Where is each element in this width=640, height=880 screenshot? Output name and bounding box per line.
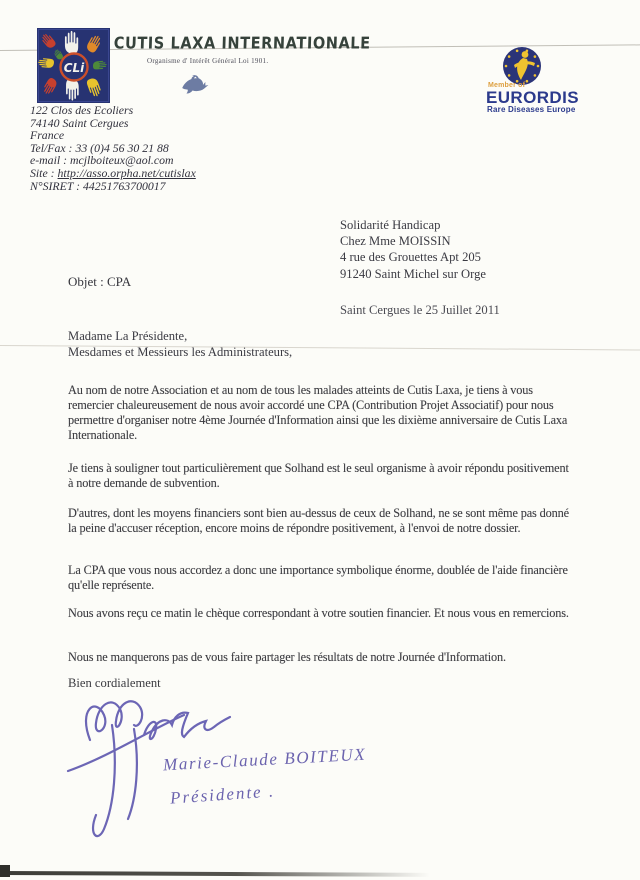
scan-bottom-edge: [0, 871, 430, 877]
dolphin-icon: [181, 73, 209, 97]
body-paragraph: La CPA que vous nous accordez a donc une importance symbolique énorme, doublée de l'aide financière qu'elle représente.: [68, 563, 568, 593]
scan-corner-mark: [0, 865, 10, 877]
siret-label: N°SIRET :: [30, 178, 83, 193]
address-city: 74140 Saint Cergues: [30, 115, 129, 130]
recipient-block: [340, 217, 486, 282]
site-url: http://asso.orpha.net/cutislax: [57, 165, 196, 180]
eurordis-name: EURORDIS: [486, 88, 579, 107]
cli-monogram: CLi: [63, 61, 85, 75]
signature-name: Marie-Claude BOITEUX: [162, 744, 367, 775]
email-value: mcjlboiteux@aol.com: [69, 153, 174, 168]
telfax-value: 33 (0)4 56 30 21 88: [75, 140, 169, 155]
recipient-line: Solidarité Handicap: [340, 218, 441, 232]
eurordis-tagline: Rare Diseases Europe: [487, 105, 576, 114]
recipient-line: 4 rue des Grouettes Apt 205: [340, 250, 481, 265]
dateline: Saint Cergues le 25 Juillet 2011: [340, 303, 500, 317]
body-paragraph: Nous avons reçu ce matin le chèque correspondant à votre soutien financier. Et nous vous en remercions.: [68, 606, 569, 620]
signature-block: [60, 695, 420, 855]
salutation-line: Mesdames et Messieurs les Administrateurs,: [68, 344, 293, 359]
telfax-label: Tel/Fax :: [30, 140, 76, 155]
address-country: France: [30, 128, 65, 143]
recipient-line: Chez Mme MOISSIN: [340, 234, 451, 249]
closing-line: Bien cordialement: [68, 676, 161, 690]
body-paragraph: Nous ne manquerons pas de vous faire partager les résultats de notre Journée d'Information.: [68, 650, 506, 664]
salutation-block: [68, 329, 292, 360]
eurordis-circle-icon: [502, 46, 542, 86]
body-paragraph: D'autres, dont les moyens financiers sont bien au-dessus de ceux de Solhand, ne se sont même pas donné la peine d'accuser réception, encore moins de répondre positivement, à l'envoi de notre dossier.: [68, 506, 569, 536]
address-siret: [30, 180, 196, 193]
siret-value: 44251763700017: [83, 178, 166, 193]
signature-title: Présidente .: [169, 781, 276, 808]
org-name: CUTIS LAXA INTERNATIONALE: [113, 35, 371, 53]
body-paragraph: Je tiens à souligner tout particulièrement que Solhand est le seul organisme à avoir répondu positivement à notre demande de subvention.: [68, 461, 569, 491]
address-street: 122 Clos des Ecoliers: [30, 103, 134, 117]
site-label: Site :: [30, 165, 58, 180]
eurordis-member-of-label: Member of: [488, 82, 526, 89]
recipient-line: 91240 Saint Michel sur Orge: [340, 266, 486, 281]
subject-line: Objet : CPA: [68, 274, 132, 289]
salutation-line: Madame La Présidente,: [68, 329, 188, 343]
body-paragraph: Au nom de notre Association et au nom de tous les malades atteints de Cutis Laxa, je tiens à vous remercier chaleureusement de nous avoir accordé une CPA (Contribution Projet Associatif) pour nous permettre d'organiser notre 4ème Journée d'Information ainsi que les dixième anniversaire de Cutis Laxa Internationale.: [68, 383, 568, 443]
cli-hands-logo-icon: [37, 28, 110, 103]
sender-address-block: [30, 104, 196, 192]
email-label: e-mail :: [30, 153, 70, 168]
eurordis-logo: [486, 46, 616, 116]
org-subtitle: Organisme d' Intérêt Général Loi 1901.: [147, 57, 269, 65]
